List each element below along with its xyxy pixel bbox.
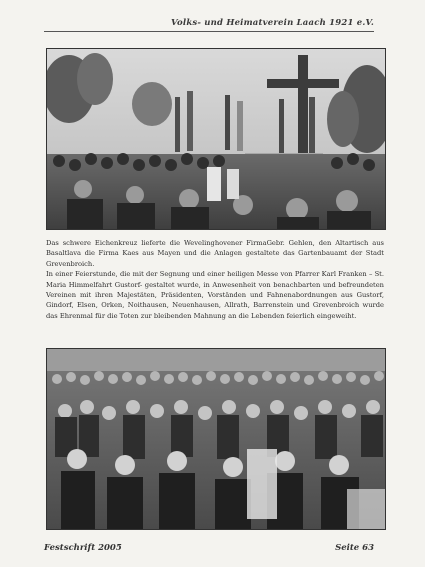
footer-publication: Festschrift 2005 [44, 543, 122, 553]
body-text [46, 238, 384, 321]
paragraph-1: Das schwere Eichenkreuz lieferte die Wevelinghovener FirmaGebr. Gehlen, den Altartisch aus Basaltlava die Firma Kaes aus Mayen und die Anlagen gestaltete das Gartenbauamt der Stadt Grevenbroich. [46, 239, 384, 268]
crowd-photo-bottom-image [47, 349, 385, 529]
page-header: Volks- und Heimatverein Laach 1921 e.V. [171, 18, 374, 28]
header-rule [44, 31, 374, 32]
ceremony-photo-top-image [47, 49, 385, 229]
crowd-photo-bottom [46, 348, 386, 530]
paragraph-2: In einer Feierstunde, die mit der Segnung und einer heiligen Messe von Pfarrer Karl Franken – St. Maria Himmelfahrt Gustorf- gestaltet wurde, in Anwesenheit von benachbarten und befreundeten Vereinen mit ihren Majestäten, Präsidenten, Vorständen und Fahnenabordnungen aus Gustorf, Gindorf, Elsen, Orken, Noithausen, Neuenhausen, Allrath, Barrenstein und Grevenbroich wurde das Ehrenmal für die Toten zur bleibenden Mahnung an die Lebenden feierlich eingeweiht. [46, 270, 384, 320]
ceremony-photo-top [46, 48, 386, 230]
page-number: Seite 63 [335, 543, 374, 553]
